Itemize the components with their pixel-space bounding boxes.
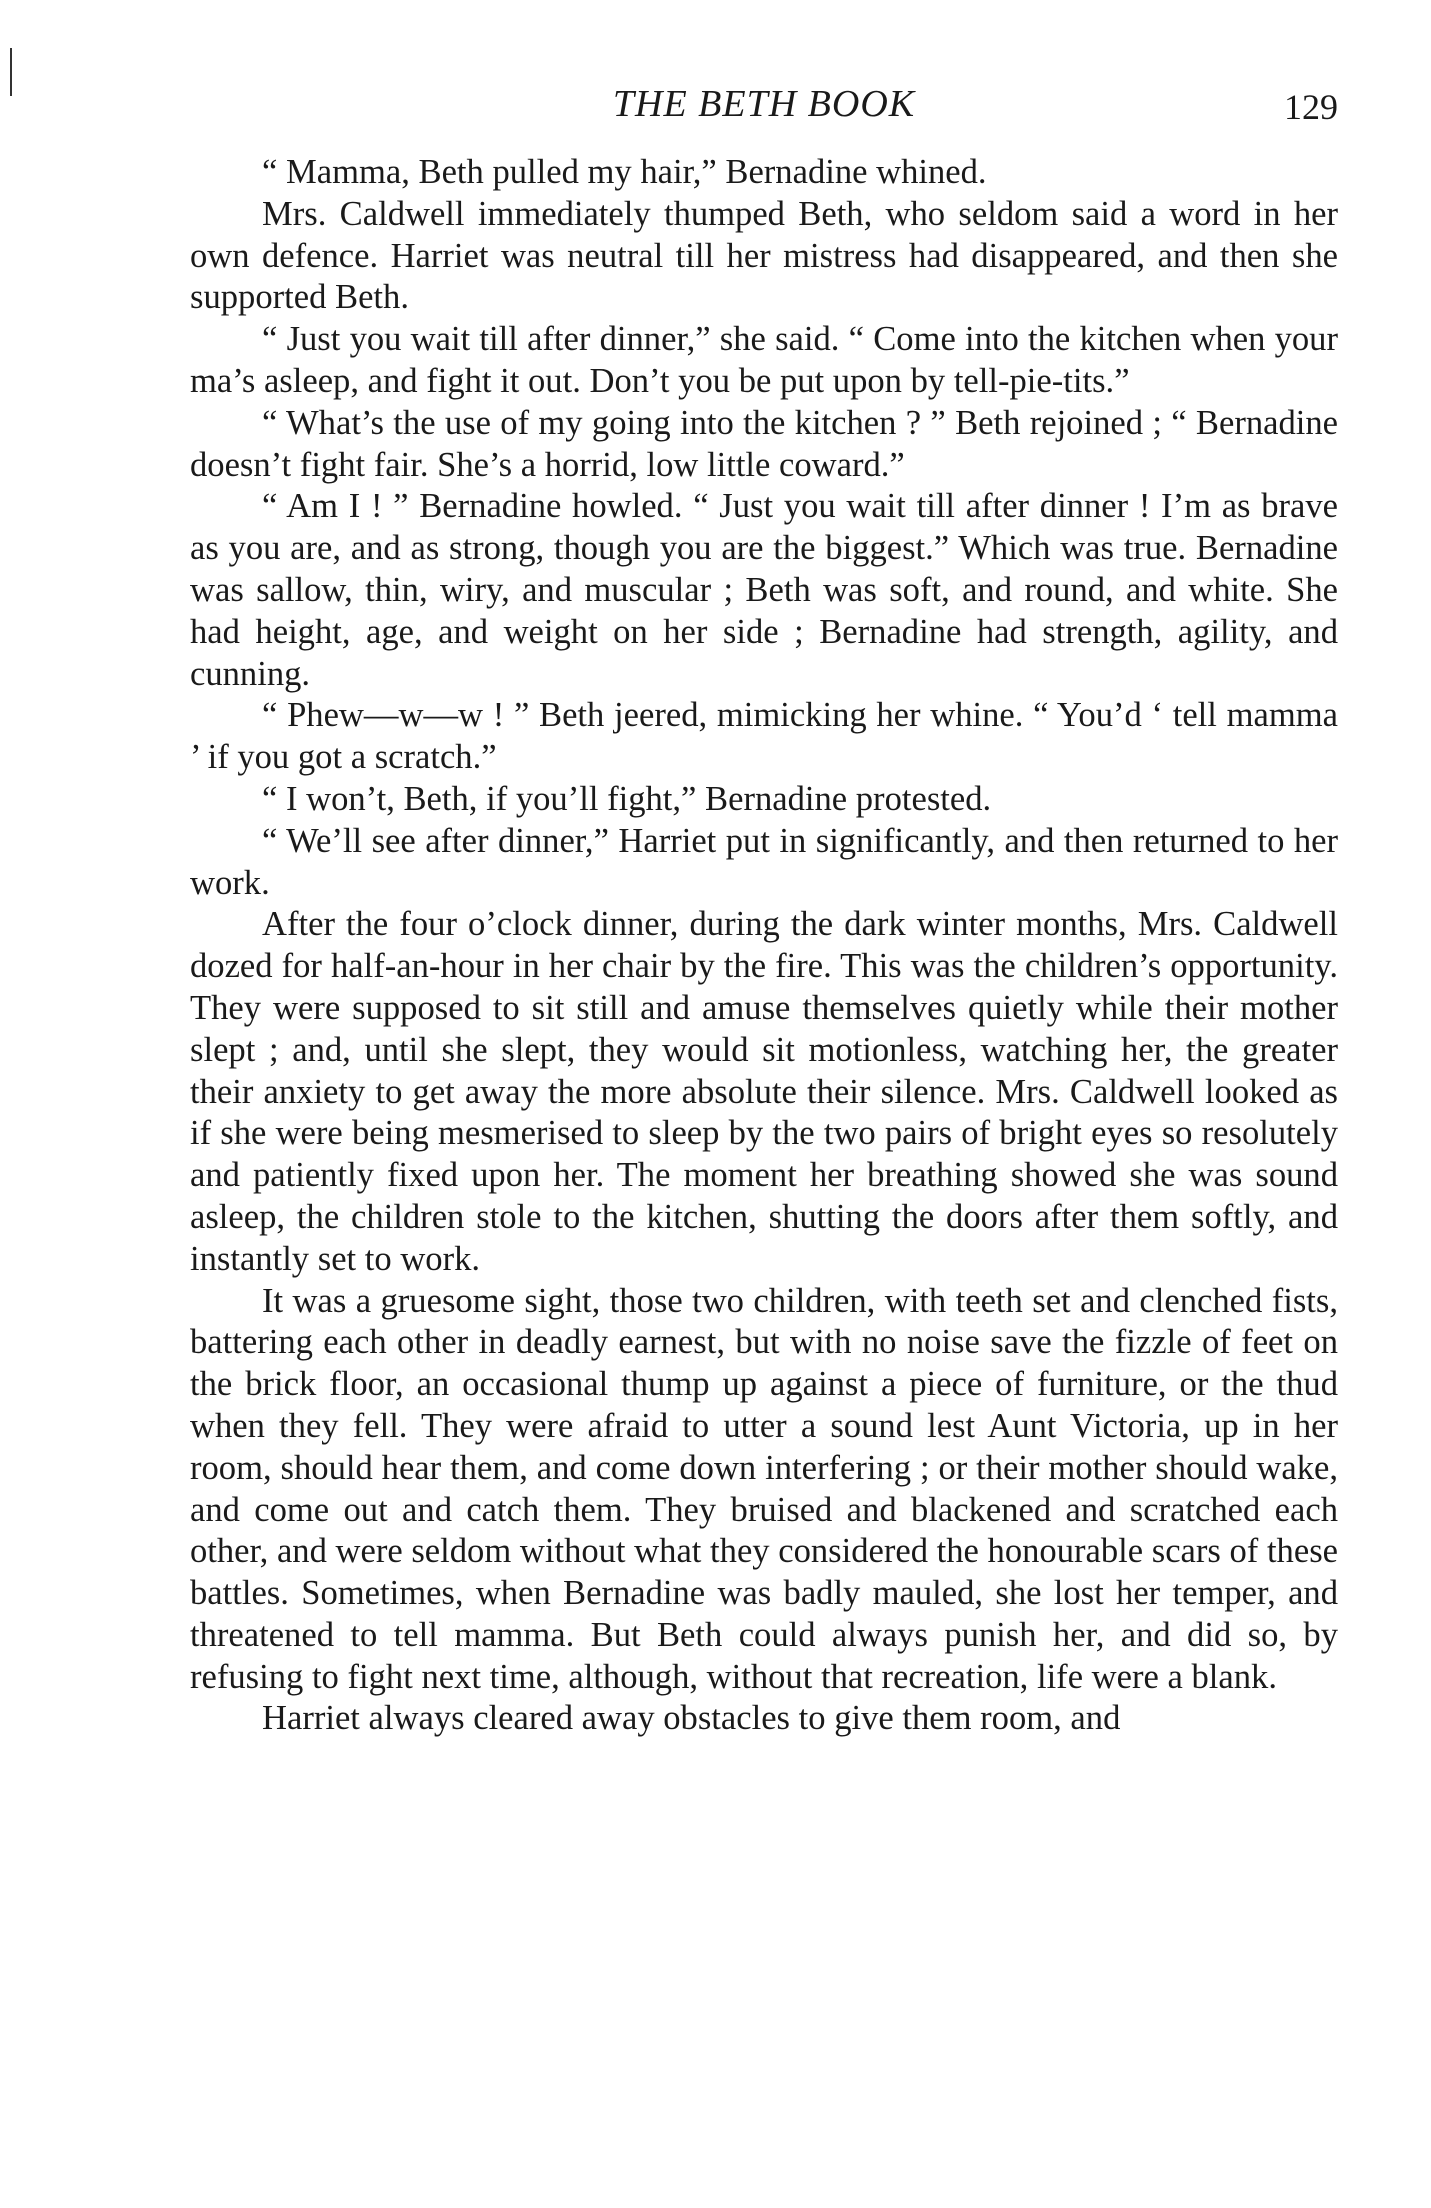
paragraph: “ We’ll see after dinner,” Harriet put in significantly, and then returned to her work. [190, 821, 1338, 902]
paragraph: Harriet always cleared away obstacles to give them room, and [262, 1699, 1121, 1738]
paragraph: “ What’s the use of my going into the kitchen ? ” Beth rejoined ; “ Bernadine doesn’t fight fair. She’s a horrid, low little coward.” [190, 403, 1338, 484]
paragraph: Mrs. Caldwell immediately thumped Beth, who seldom said a word in her own defence. Harriet was neutral till her mistress had disappeared, and then she supported Beth. [190, 194, 1338, 317]
paragraph: It was a gruesome sight, those two children, with teeth set and clenched fists, battering each other in deadly earnest, but with no noise save the fizzle of feet on the brick floor, an occasional thump up against a piece of furniture, or the thud when they fell. They were afraid to utter a sound lest Aunt Victoria, up in her room, should hear them, and come down interfering ; or their mother should wake, and come out and catch them. They bruised and blackened and scratched each other, and were seldom without what they considered the honourable scars of these battles. Sometimes, when Bernadine was badly mauled, she lost her temper, and threatened to tell mamma. But Beth could always punish her, and did so, by refusing to fight next time, although, without that recreation, life were a blank. [190, 1281, 1338, 1696]
page-edge-line [10, 48, 12, 96]
page-header [190, 82, 1338, 132]
paragraph: “ I won’t, Beth, if you’ll fight,” Bernadine protested. [262, 779, 992, 818]
page-number: 129 [1284, 87, 1338, 127]
paragraph: “ Phew—w—w ! ” Beth jeered, mimicking her whine. “ You’d ‘ tell mamma ’ if you got a scratch.” [190, 696, 1338, 777]
paragraph: “ Am I ! ” Bernadine howled. “ Just you wait till after dinner ! I’m as brave as you are, and as strong, though you are the biggest.” Which was true. Bernadine was sallow, thin, wiry, and muscular ; Beth was soft, and round, and white. She had height, age, and weight on her side ; Bernadine had strength, agility, and cunning. [190, 487, 1338, 693]
paragraph: “ Just you wait till after dinner,” she said. “ Come into the kitchen when your ma’s asleep, and fight it out. Don’t you be put upon by tell-pie-tits.” [190, 320, 1338, 400]
body-text [190, 152, 1338, 1740]
paragraph: “ Mamma, Beth pulled my hair,” Bernadine whined. [262, 153, 987, 191]
running-title: THE BETH BOOK [612, 83, 916, 125]
paragraph: After the four o’clock dinner, during the dark winter months, Mrs. Caldwell dozed for half-an-hour in her chair by the fire. This was the children’s opportunity. They were supposed to sit still and amuse themselves quietly while their mother slept ; and, until she slept, they would sit motionless, watching her, the greater their anxiety to get away the more absolute their silence. Mrs. Caldwell looked as if she were being mesmerised to sleep by the two pairs of bright eyes so resolutely and patiently fixed upon her. The moment her breathing showed she was sound asleep, the children stole to the kitchen, shutting the doors after them softly, and instantly set to work. [190, 905, 1338, 1278]
